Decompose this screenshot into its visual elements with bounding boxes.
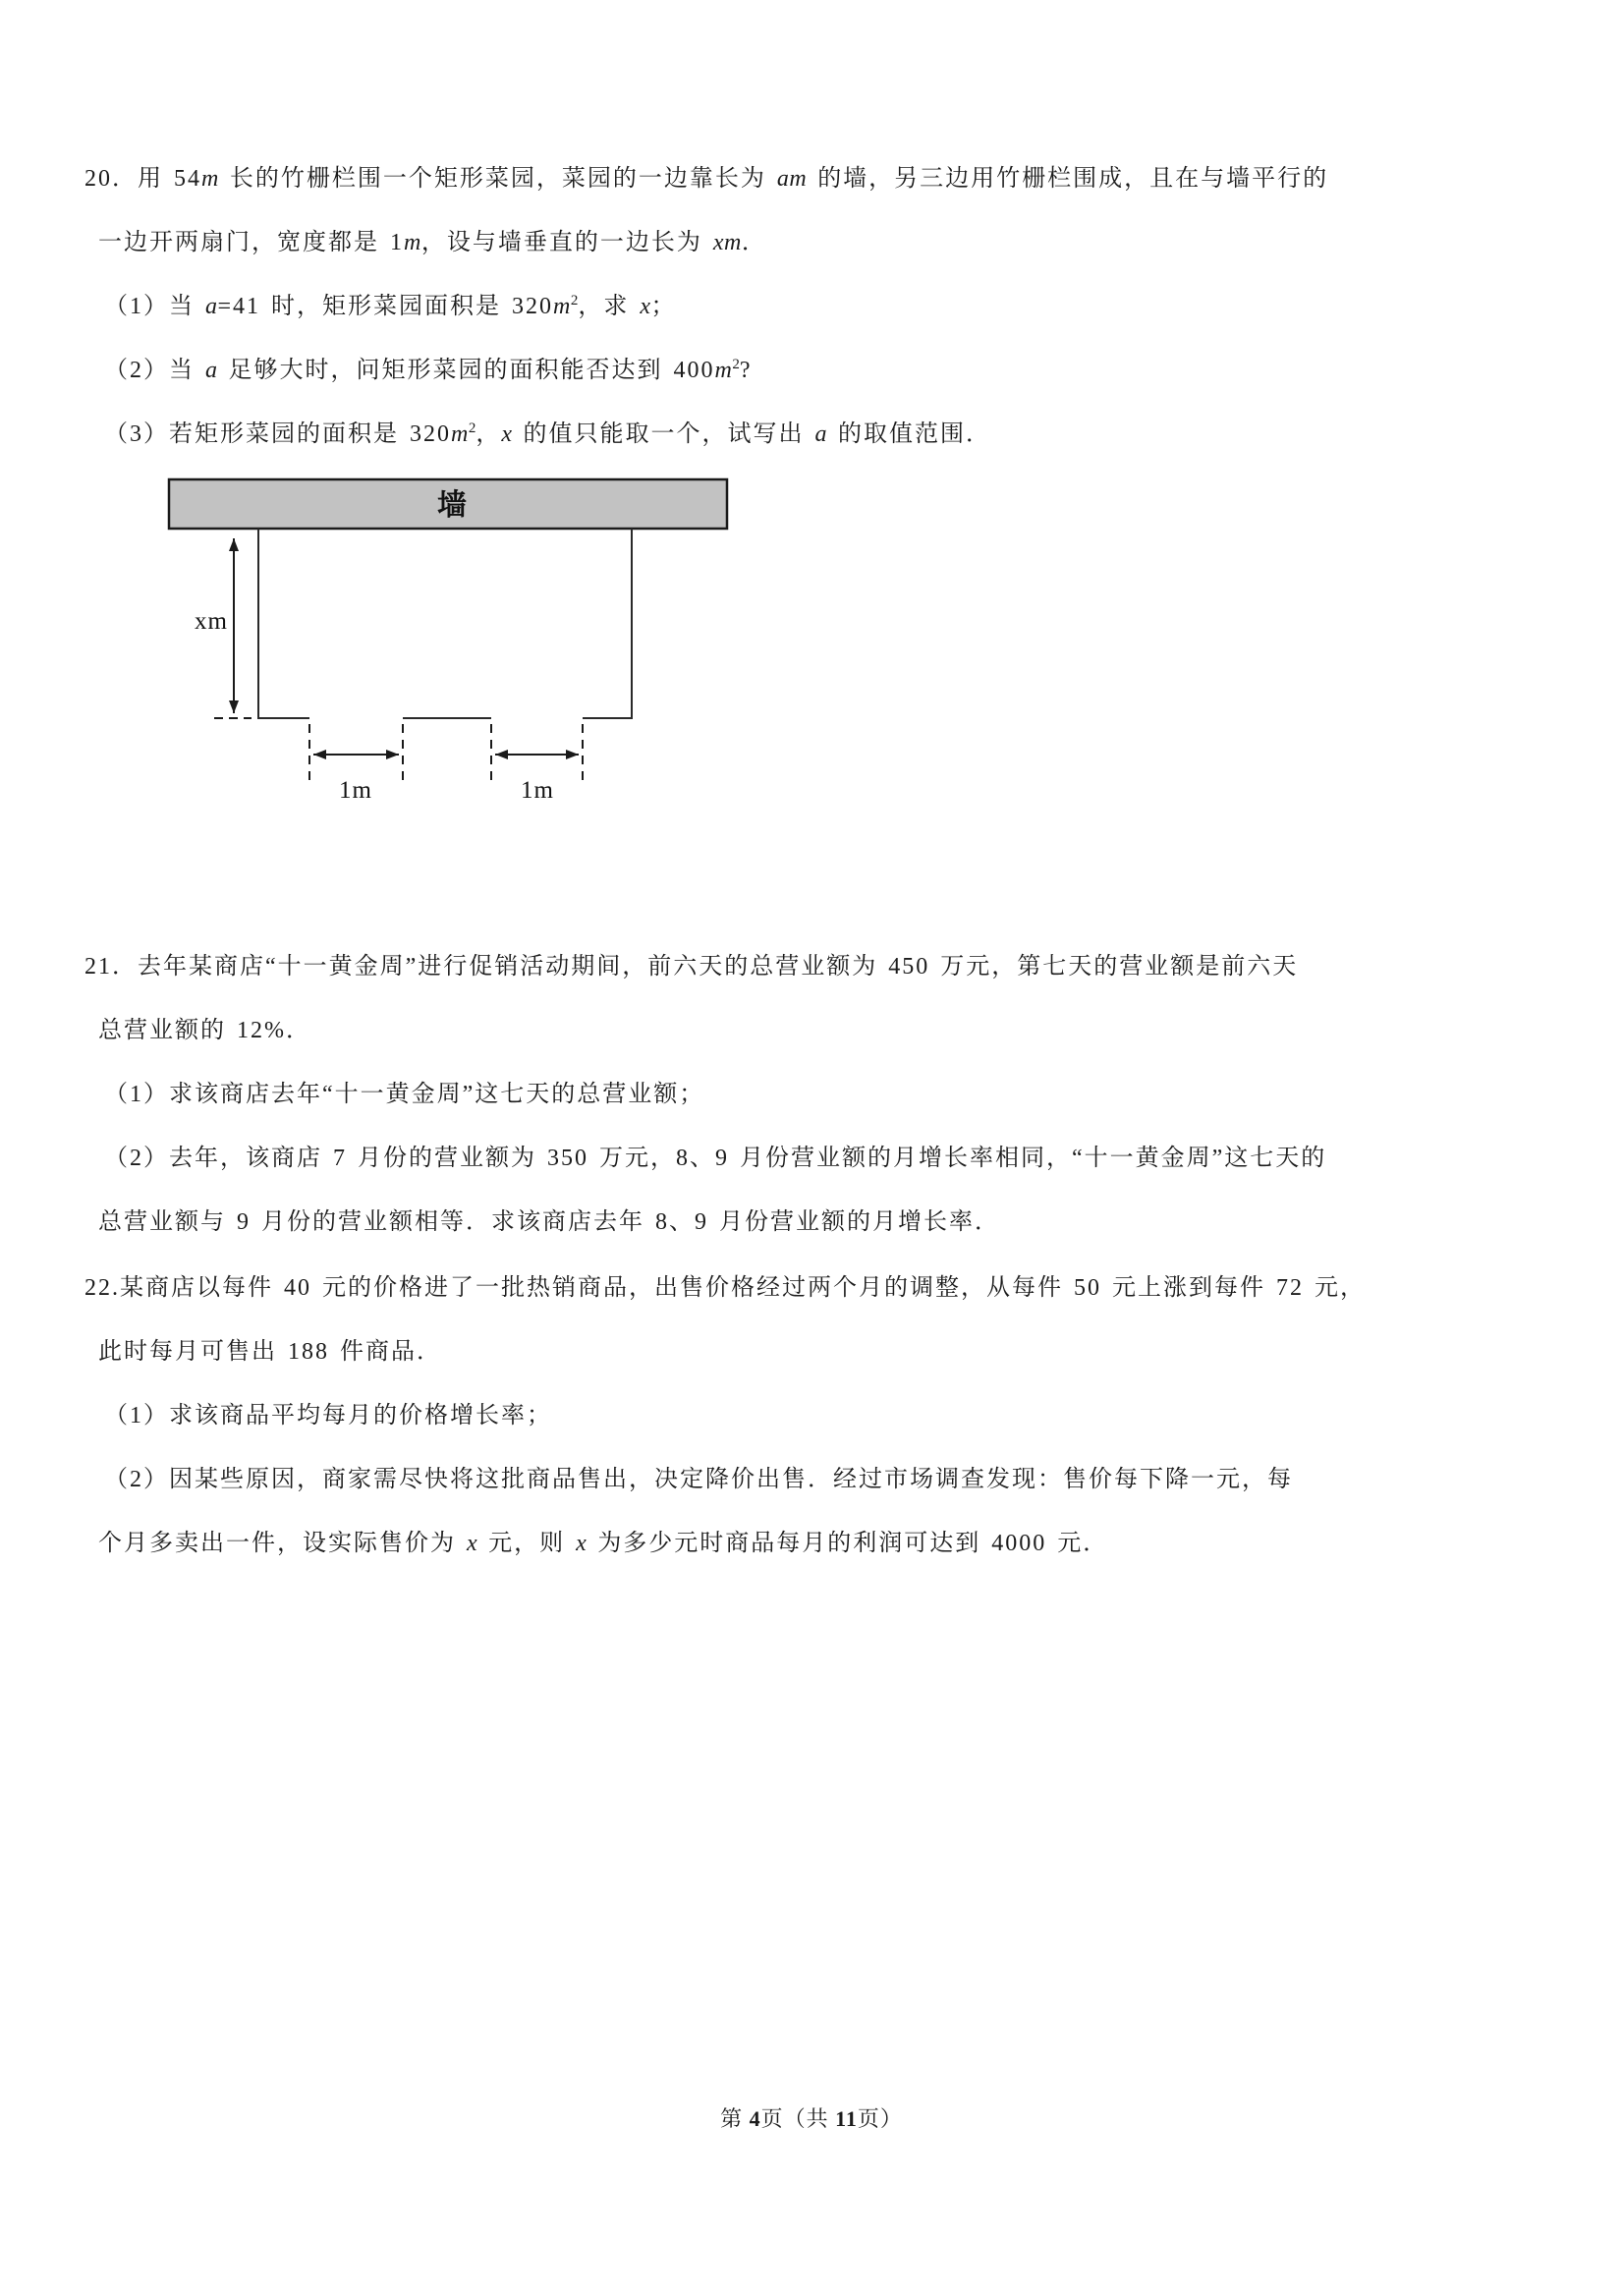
door2-label: 1m — [521, 777, 554, 804]
wall-label: 墙 — [437, 489, 467, 522]
text-segment: m — [201, 166, 219, 192]
text-segment: x — [467, 1531, 478, 1556]
text-segment: 的值只能取一个，试写出 — [512, 421, 815, 447]
door1-label: 1m — [339, 777, 372, 804]
problem-line — [0, 999, 1623, 1063]
text-segment: =41 时，矩形菜园面积是 320 — [217, 294, 554, 319]
garden-outline — [258, 529, 632, 718]
text-segment: 总营业额与 9 月份的营业额相等．求该商店去年 8、9 月份营业额的月增长率． — [98, 1209, 1000, 1235]
text-segment: a — [205, 294, 218, 319]
footer-text: 第 — [720, 2106, 750, 2131]
footer-page-number: 4 — [749, 2106, 761, 2131]
text-segment: 的墙，另三边用竹栅栏围成，且在与墙平行的 — [807, 166, 1329, 192]
text-segment: 的取值范围． — [827, 421, 991, 447]
text-segment: （2）去年，该商店 7 月份的营业额为 350 万元，8、9 月份营业额的月增长率相同，“十一黄金周”这七天的 — [104, 1146, 1327, 1171]
text-segment: ? — [739, 358, 753, 383]
problem-line — [0, 1257, 1623, 1320]
problem-line — [0, 1512, 1623, 1576]
problem-line — [0, 1320, 1623, 1384]
text-segment: ； — [650, 294, 677, 319]
footer-text: 页） — [857, 2106, 903, 2131]
height-label: xm — [195, 608, 228, 635]
text-segment: x — [576, 1531, 588, 1556]
text-segment: ，求 — [578, 294, 641, 319]
problem-line — [0, 1448, 1623, 1512]
text-segment: （1）求该商店去年“十一黄金周”这七天的总营业额； — [104, 1082, 705, 1107]
problem-line — [0, 1063, 1623, 1127]
problem-line — [0, 1191, 1623, 1255]
text-segment: 个月多卖出一件，设实际售价为 — [98, 1531, 467, 1556]
text-segment: 21．去年某商店“十一黄金周”进行促销活动期间，前六天的总营业额为 450 万元，第七天的营业额是前六天 — [84, 954, 1299, 980]
text-segment: m — [404, 230, 421, 255]
problem-line — [0, 403, 1623, 467]
text-segment: （3）若矩形菜园的面积是 320 — [104, 421, 451, 447]
text-segment: 20．用 54 — [84, 166, 201, 192]
text-segment: 长的竹栅栏围一个矩形菜园，菜园的一边靠长为 — [218, 166, 777, 192]
text-segment: （1）求该商品平均每月的价格增长率； — [104, 1403, 552, 1428]
text-segment: m — [451, 421, 469, 447]
text-segment: 为多少元时商品每月的利润可达到 4000 元． — [587, 1531, 1109, 1556]
text-segment: 一边开两扇门，宽度都是 1 — [98, 230, 404, 255]
problem-21 — [0, 935, 1623, 1255]
problem-line — [0, 339, 1623, 403]
text-segment: a — [205, 358, 218, 383]
garden-diagram-svg — [128, 472, 776, 811]
text-segment: x — [640, 294, 651, 319]
text-segment: ． — [741, 230, 767, 255]
text-segment: （1）当 — [104, 294, 205, 319]
text-segment: m — [553, 294, 571, 319]
text-segment: （2）当 — [104, 358, 205, 383]
text-segment: 元，则 — [477, 1531, 577, 1556]
problem-line — [0, 935, 1623, 999]
garden-diagram — [128, 472, 776, 811]
footer-text: 页（共 — [760, 2106, 836, 2131]
text-segment: 22.某商店以每件 40 元的价格进了一批热销商品，出售价格经过两个月的调整，从每件 50 元上涨到每件 72 元， — [84, 1275, 1366, 1301]
problem-line — [0, 275, 1623, 339]
problem-line — [0, 147, 1623, 211]
page-footer — [0, 2102, 1623, 2133]
text-segment: （2）因某些原因，商家需尽快将这批商品售出，决定降价出售．经过市场调查发现：售价每下降一元，每 — [104, 1467, 1293, 1492]
problem-line — [0, 1127, 1623, 1191]
text-segment: ， — [476, 421, 502, 447]
text-segment: 2 — [570, 293, 579, 308]
text-segment: 此时每月可售出 188 件商品． — [98, 1339, 442, 1365]
text-segment: am — [776, 166, 808, 192]
text-segment: x — [501, 421, 513, 447]
text-segment: 总营业额的 12%． — [98, 1018, 311, 1043]
text-segment: 2 — [468, 420, 476, 436]
problem-line — [0, 1384, 1623, 1448]
problem-22 — [0, 1257, 1623, 1576]
problem-20 — [0, 147, 1623, 467]
text-segment: a — [814, 421, 827, 447]
text-segment: m — [714, 358, 733, 383]
text-segment: 2 — [732, 357, 740, 372]
text-segment: xm — [712, 230, 742, 255]
text-segment: 足够大时，问矩形菜园的面积能否达到 400 — [217, 358, 715, 383]
footer-total-pages: 11 — [835, 2106, 858, 2131]
text-segment: ，设与墙垂直的一边长为 — [420, 230, 713, 255]
problem-line — [0, 211, 1623, 275]
